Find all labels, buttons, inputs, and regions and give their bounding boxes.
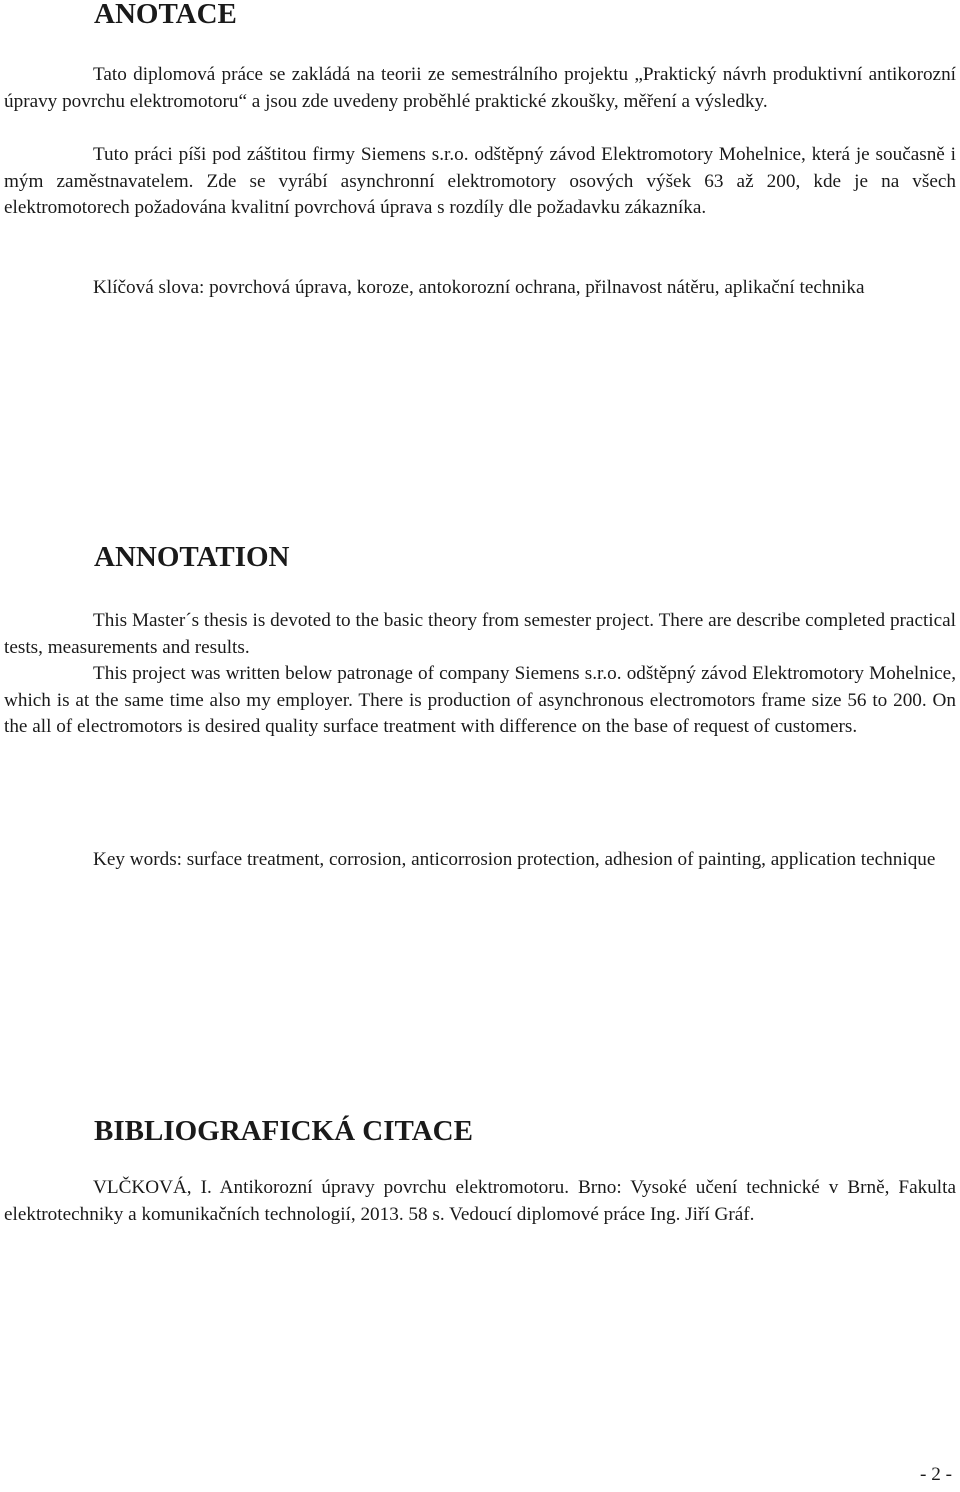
anotace-paragraph-2: Tuto práci píši pod záštitou firmy Siemens s.r.o. odštěpný závod Elektromotory Mohelnice, která je současně i mým zaměstnavatelem. Zde se vyrábí asynchronní elektromotory osových výšek 63 až 200, kde je na všech elektromotorech požadována kvalitní povrchová úprava s rozdíly dle požadavku zákazníka. [4,144,956,219]
annotation-heading: ANNOTATION [94,541,290,573]
anotace-heading: ANOTACE [94,0,237,30]
citation-text: VLČKOVÁ, I. Antikorozní úpravy povrchu elektromotoru. Brno: Vysoké učení technické v Brně, Fakulta elektrotechniky a komunikačních technologií, 2013. 58 s. Vedoucí diplomové práce Ing. Jiří Gráf. [4,1177,956,1225]
document-page [4,0,956,1492]
page-number: - 2 - [920,1464,952,1485]
annotation-paragraph-2: This project was written below patronage of company Siemens s.r.o. odštěpný závod Elektromotory Mohelnice, which is at the same time also my employer. There is production of asynchronous electromotors frame size 56 to 200. On the all of electromotors is desired quality surface treatment with difference on the base of request of customers. [4,663,956,738]
annotation-keywords: Key words: surface treatment, corrosion, anticorrosion protection, adhesion of painting, application technique [93,849,936,870]
annotation-paragraph-1: This Master´s thesis is devoted to the basic theory from semester project. There are describe completed practical tests, measurements and results. [4,610,956,658]
citation-heading: BIBLIOGRAFICKÁ CITACE [94,1115,473,1147]
anotace-keywords: Klíčová slova: povrchová úprava, koroze, antokorozní ochrana, přilnavost nátěru, aplikační technika [93,277,865,298]
anotace-paragraph-1: Tato diplomová práce se zakládá na teorii ze semestrálního projektu „Praktický návrh produktivní antikorozní úpravy povrchu elektromotoru“ a jsou zde uvedeny proběhlé praktické zkoušky, měření a výsledky. [4,64,956,112]
